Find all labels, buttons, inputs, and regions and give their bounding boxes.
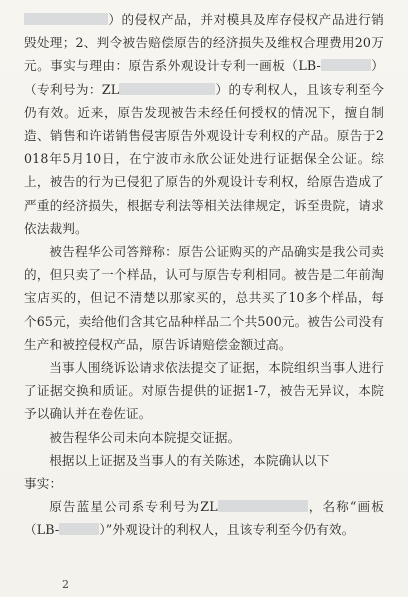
paragraph-facts bbox=[24, 495, 384, 541]
paragraph-text: ）的侵权产品，并对模具及库存侵权产品进行销毁处理；2、判令被告赔偿原告的经济损失及维权合理费用20万元。事实与理由：原告系外观设计专利一画板（LB- bbox=[24, 12, 384, 74]
paragraph-text: 事实： bbox=[24, 476, 63, 492]
redaction-block bbox=[24, 13, 108, 25]
paragraph-text: 原告蓝星公司系专利号为ZL bbox=[49, 499, 218, 515]
paragraph-text: ）”外观设计的利权人，且该专利至今仍有效。 bbox=[99, 522, 355, 538]
paragraph-defense bbox=[24, 240, 384, 356]
paragraph-text: 根据以上证据及当事人的有关陈述，本院确认以下 bbox=[49, 452, 330, 468]
paragraph-text: 被告程华公司未向本院提交证据。 bbox=[49, 429, 241, 445]
paragraph-confirmation bbox=[24, 449, 384, 472]
paragraph-text: 被告程华公司答辩称：原告公证购买的产品确实是我公司卖的，但只卖了一个样品，认可与原告专利相同。被告是二年前淘宝店买的，但记不清楚以那家买的，总共买了10多个样品，每个65元，卖给他们含其它品种样品二个共500元。被告公司没有生产和被控侵权产品，原告诉请赔偿金额过高。 bbox=[24, 244, 384, 352]
paragraph-text: ）（专利号为：ZL bbox=[24, 58, 384, 97]
page-number: 2 bbox=[62, 578, 69, 591]
paragraph-facts-heading bbox=[24, 472, 384, 495]
paragraph-claims bbox=[24, 8, 384, 240]
paragraph-evidence bbox=[24, 356, 384, 426]
redaction-block bbox=[119, 83, 215, 95]
redaction-block bbox=[218, 500, 308, 512]
paragraph-no-evidence bbox=[24, 426, 384, 449]
paragraph-text: ）的专利权人，且该专利至今仍有效。近来，原告发现被告未经任何授权的情况下，擅自制造、销售和许诺销售侵害原告外观设计专利权的产品。原告于2018年5月10日，在宁波市永欣公证处进行证据保全公证。综上，被告的行为已侵犯了原告的外观设计专利权，给原告造成了严重的经济损失，根据专利法等相关法律规定，诉至贵院，请求依法裁判。 bbox=[24, 81, 384, 236]
redaction-block bbox=[59, 523, 99, 535]
paragraph-text: 当事人围绕诉讼请求依法提交了证据，本院组织当事人进行了证据交换和质证。对原告提供的证据1-7，被告无异议，本院予以确认并在卷佐证。 bbox=[24, 360, 384, 422]
paragraph-text: ，名称“画板（LB- bbox=[24, 499, 384, 538]
redaction-block bbox=[321, 59, 371, 71]
